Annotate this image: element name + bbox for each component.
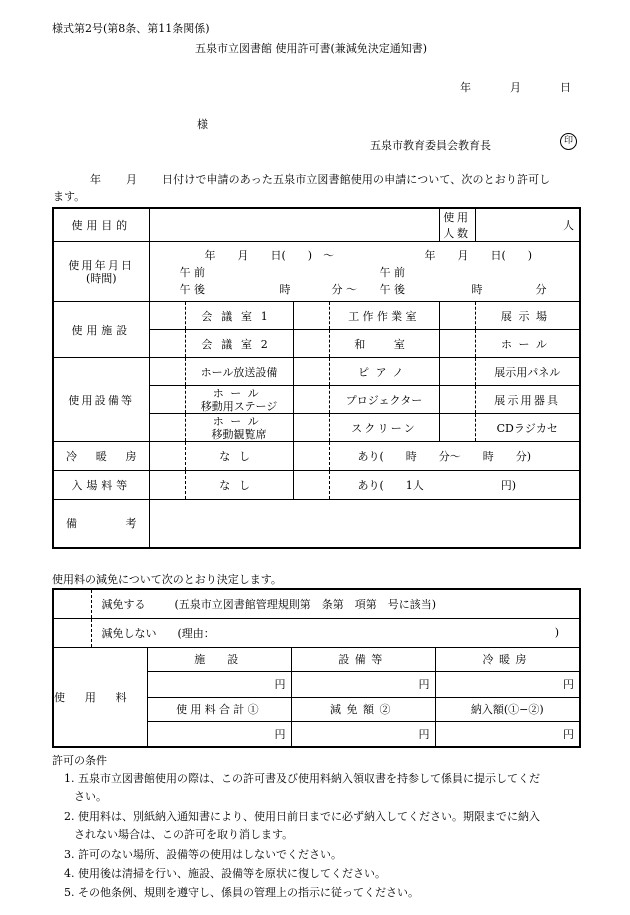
fee-yes: あり( 1人 円) xyxy=(329,471,580,500)
permit-table xyxy=(52,207,581,549)
intro-month: 月 xyxy=(126,173,137,186)
payment-amount[interactable]: 円 xyxy=(435,721,580,747)
condition-1: 1. 五泉市立図書館使用の際は、この許可書及び使用料納入領収書を持参して係員に提示してくだ xyxy=(64,772,540,785)
fee-check[interactable] xyxy=(149,471,185,500)
no-reduce-close: ) xyxy=(554,625,560,639)
equipment-fee[interactable]: 円 xyxy=(291,671,435,697)
facility-item: ホール xyxy=(475,330,580,358)
equipment-item: ピアノ xyxy=(329,358,439,386)
fee-label: 入場料等 xyxy=(53,471,149,500)
equipment-check[interactable] xyxy=(149,386,185,414)
intro-year: 年 xyxy=(90,173,101,186)
equipment-check[interactable] xyxy=(439,386,475,414)
no-reduce-reason[interactable]: (理由： xyxy=(177,626,215,640)
facility-check[interactable] xyxy=(293,330,329,358)
equipment-item: ホール 移動観覧席 xyxy=(185,414,293,442)
conditions-heading: 許可の条件 xyxy=(52,754,107,767)
no-reduce-check[interactable] xyxy=(53,618,91,647)
reduce-label: 減免する xyxy=(101,597,146,611)
equipment-item: CDラジカセ xyxy=(475,414,580,442)
condition-3: 3. 許可のない場所、設備等の使用はしないでください。 xyxy=(64,848,342,861)
reduction-table xyxy=(52,588,581,748)
facility-item: 展示場 xyxy=(475,302,580,330)
date-month: 月 xyxy=(510,81,521,94)
datetime-label: 使用年月日 (時間) xyxy=(53,242,149,302)
heating-check[interactable] xyxy=(293,442,329,471)
heating-yes: あり( 時 分〜 時 分) xyxy=(329,442,580,471)
fee-none: なし xyxy=(185,471,293,500)
equipment-check[interactable] xyxy=(439,414,475,442)
no-reduce-row xyxy=(91,618,580,647)
heating-check[interactable] xyxy=(149,442,185,471)
col-heating: 冷暖房 xyxy=(435,647,580,671)
condition-1-cont: さい。 xyxy=(74,790,107,803)
equipment-item: ホール 移動用ステージ xyxy=(185,386,293,414)
date-day: 日 xyxy=(560,81,571,94)
facility-item: 会議室1 xyxy=(185,302,293,330)
heating-label: 冷暖房 xyxy=(53,442,149,471)
col-facility: 施 設 xyxy=(147,647,291,671)
issuer: 五泉市教育委員会教育長 xyxy=(370,139,491,152)
facility-fee[interactable]: 円 xyxy=(147,671,291,697)
equipment-check[interactable] xyxy=(149,414,185,442)
equipment-label: 使用設備等 xyxy=(53,358,149,442)
heating-none: なし xyxy=(185,442,293,471)
facility-check[interactable] xyxy=(439,302,475,330)
heating-fee[interactable]: 円 xyxy=(435,671,580,697)
remarks-field[interactable] xyxy=(149,500,580,548)
facility-label: 使用施設 xyxy=(53,302,149,358)
purpose-label: 使用目的 xyxy=(71,219,131,232)
people-unit: 人 xyxy=(475,208,580,242)
seal-stamp: 印 xyxy=(560,133,577,150)
equipment-check[interactable] xyxy=(293,386,329,414)
equipment-check[interactable] xyxy=(293,358,329,386)
facility-item: 工作作業室 xyxy=(329,302,439,330)
facility-item: 和 室 xyxy=(329,330,439,358)
remarks-label: 備考 xyxy=(53,500,149,548)
equipment-check[interactable] xyxy=(293,414,329,442)
facility-check[interactable] xyxy=(293,302,329,330)
intro-text-continued: ます。 xyxy=(53,190,86,203)
equipment-item: 展示用器具 xyxy=(475,386,580,414)
reduce-check[interactable] xyxy=(53,589,91,618)
reduction-heading: 使用料の減免について次のとおり決定します。 xyxy=(52,573,282,586)
equipment-item: ホール放送設備 xyxy=(185,358,293,386)
equipment-check[interactable] xyxy=(439,358,475,386)
reduction-amount[interactable]: 円 xyxy=(291,721,435,747)
col-equipment: 設備等 xyxy=(291,647,435,671)
equipment-item: 展示用パネル xyxy=(475,358,580,386)
total-amount[interactable]: 円 xyxy=(147,721,291,747)
condition-5: 5. その他条例、規則を遵守し、係員の管理上の指示に従ってください。 xyxy=(64,886,419,899)
total-label: 使用料合計① xyxy=(147,697,291,721)
facility-check[interactable] xyxy=(149,330,185,358)
fee-total-label: 使用料 xyxy=(53,647,147,747)
intro-text: 日付けで申請のあった五泉市立図書館使用の申請について、次のとおり許可し xyxy=(162,173,551,186)
date-year: 年 xyxy=(460,81,471,94)
document-title: 五泉市立図書館 使用許可書(兼減免決定通知書) xyxy=(195,42,428,55)
reduction-amount-label: 減免額② xyxy=(291,697,435,721)
reduce-text: (五泉市立図書館管理規則第 条第 項第 号に該当) xyxy=(174,597,437,611)
equipment-item: プロジェクター xyxy=(329,386,439,414)
payment-label: 納入額(①−②) xyxy=(435,697,580,721)
addressee-suffix: 様 xyxy=(197,118,208,131)
form-number: 様式第2号(第8条、第11条関係) xyxy=(52,22,210,35)
facility-item: 会議室2 xyxy=(185,330,293,358)
purpose-field[interactable] xyxy=(149,208,439,242)
equipment-item: スクリーン xyxy=(329,414,439,442)
condition-4: 4. 使用後は清掃を行い、施設、設備等を原状に復してください。 xyxy=(64,867,386,880)
equipment-check[interactable] xyxy=(149,358,185,386)
datetime-field[interactable]: 年 月 日( ) 〜 年 月 日( ) 午 前 午 後 時 分 〜 午 前 午 後 時 分 xyxy=(149,242,580,302)
reduce-row xyxy=(91,589,580,618)
fee-check[interactable] xyxy=(293,471,329,500)
condition-2-cont: されない場合は、この許可を取り消します。 xyxy=(74,828,294,841)
people-label: 使用人数 xyxy=(439,208,475,242)
facility-check[interactable] xyxy=(439,330,475,358)
no-reduce-label: 減免しない xyxy=(101,626,157,640)
facility-check[interactable] xyxy=(149,302,185,330)
condition-2: 2. 使用料は、別紙納入通知書により、使用日前日までに必ず納入してください。期限までに納入 xyxy=(64,810,540,823)
